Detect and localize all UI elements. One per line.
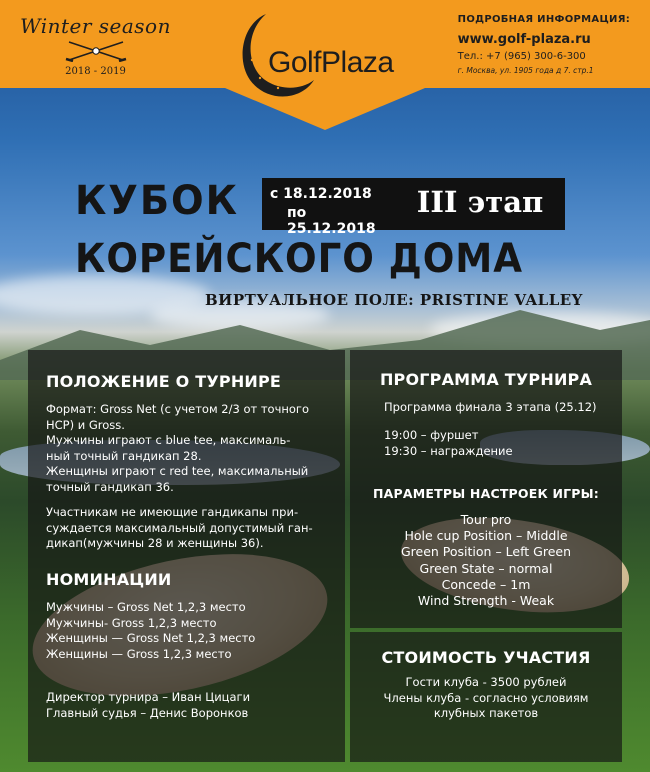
- season-title: Winter season: [20, 14, 171, 38]
- rules-line: Мужчины играют с blue tee, максималь-: [46, 433, 291, 447]
- rules-text: [46, 402, 336, 495]
- program-panel: [350, 350, 622, 628]
- param-item: Green State – normal: [419, 560, 553, 576]
- params-list: [350, 512, 622, 609]
- rules-heading: ПОЛОЖЕНИЕ О ТУРНИРЕ: [46, 372, 282, 391]
- cost-item: Гости клуба - 3500 рублей: [405, 675, 567, 689]
- program-heading: ПРОГРАММА ТУРНИРА: [379, 370, 593, 389]
- nominations-list: [46, 600, 255, 662]
- officials: [46, 690, 250, 721]
- title-line-1: КУБОК: [75, 178, 239, 224]
- param-item: Concede – 1m: [441, 576, 531, 592]
- stage-label: III этап: [416, 185, 544, 219]
- cost-item: Члены клуба - согласно условиям: [383, 690, 589, 705]
- param-item: Green Position – Left Green: [400, 544, 572, 560]
- nominations-heading: НОМИНАЦИИ: [46, 570, 172, 589]
- param-item: Tour pro: [460, 512, 512, 527]
- program-times: [384, 428, 513, 459]
- website-link[interactable]: www.golf-plaza.ru: [457, 32, 591, 47]
- nomination-item: Женщины — Gross Net 1,2,3 место: [46, 631, 256, 645]
- note-line: суждается максимальный допустимый ган-: [46, 520, 313, 535]
- stage-box: [395, 178, 565, 230]
- season-years: 2018 - 2019: [65, 66, 126, 77]
- address: г. Москва, ул. 1905 года д 7. стр.1: [457, 66, 594, 75]
- nomination-item: Женщины — Gross 1,2,3 место: [46, 646, 232, 661]
- param-item: Hole cup Position – Middle: [404, 528, 568, 544]
- param-item: Wind Strength - Weak: [417, 593, 555, 609]
- cost-list: [350, 675, 622, 722]
- note-line: дикап(мужчины 28 и женщины 36).: [46, 536, 264, 550]
- phone-number: Тел.: +7 (965) 300-6-300: [457, 51, 586, 62]
- dates-box: [262, 178, 395, 237]
- program-time-item: 19:00 – фуршет: [384, 428, 479, 442]
- virtual-field: ВИРТУАЛЬНОЕ ПОЛЕ: PRISTINE VALLEY: [205, 291, 583, 309]
- program-time-item: 19:30 – награждение: [384, 443, 513, 458]
- rules-line: HCP) и Gross.: [46, 417, 125, 432]
- rules-line: точный гандикап 36.: [46, 479, 174, 494]
- date-to: по 25.12.2018: [287, 205, 376, 237]
- date-from: с 18.12.2018: [270, 186, 372, 202]
- rules-line: Формат: Gross Net (с учетом 2/3 от точного: [46, 402, 310, 416]
- chief-judge: Главный судья – Денис Воронков: [46, 705, 249, 720]
- golfplaza-logo: [238, 10, 428, 105]
- season-badge: [18, 14, 173, 77]
- nomination-item: Мужчины – Gross Net 1,2,3 место: [46, 600, 246, 614]
- logo-text: GolfPlaza: [268, 46, 394, 79]
- handicap-note: [46, 505, 336, 552]
- rules-line: Женщины играют с red tee, максимальный: [46, 464, 309, 478]
- info-title: ПОДРОБНАЯ ИНФОРМАЦИЯ:: [457, 14, 630, 25]
- cost-panel: [350, 632, 622, 762]
- note-line: Участникам не имеющие гандикапы при-: [46, 505, 299, 519]
- params-heading: ПАРАМЕТРЫ НАСТРОЕК ИГРЫ:: [372, 486, 599, 501]
- cost-item: клубных пакетов: [433, 706, 539, 720]
- director: Директор турнира – Иван Цицаги: [46, 690, 251, 704]
- rules-line: ный точный гандикап 28.: [46, 448, 202, 463]
- nomination-item: Мужчины- Gross 1,2,3 место: [46, 615, 217, 630]
- rules-panel: [28, 350, 345, 762]
- cost-heading: СТОИМОСТЬ УЧАСТИЯ: [381, 648, 591, 667]
- golf-clubs-icon: [61, 40, 131, 62]
- program-final: Программа финала 3 этапа (25.12): [384, 400, 597, 414]
- contact-info: [458, 14, 630, 75]
- title-line-2: КОРЕЙСКОГО ДОМА: [75, 236, 523, 282]
